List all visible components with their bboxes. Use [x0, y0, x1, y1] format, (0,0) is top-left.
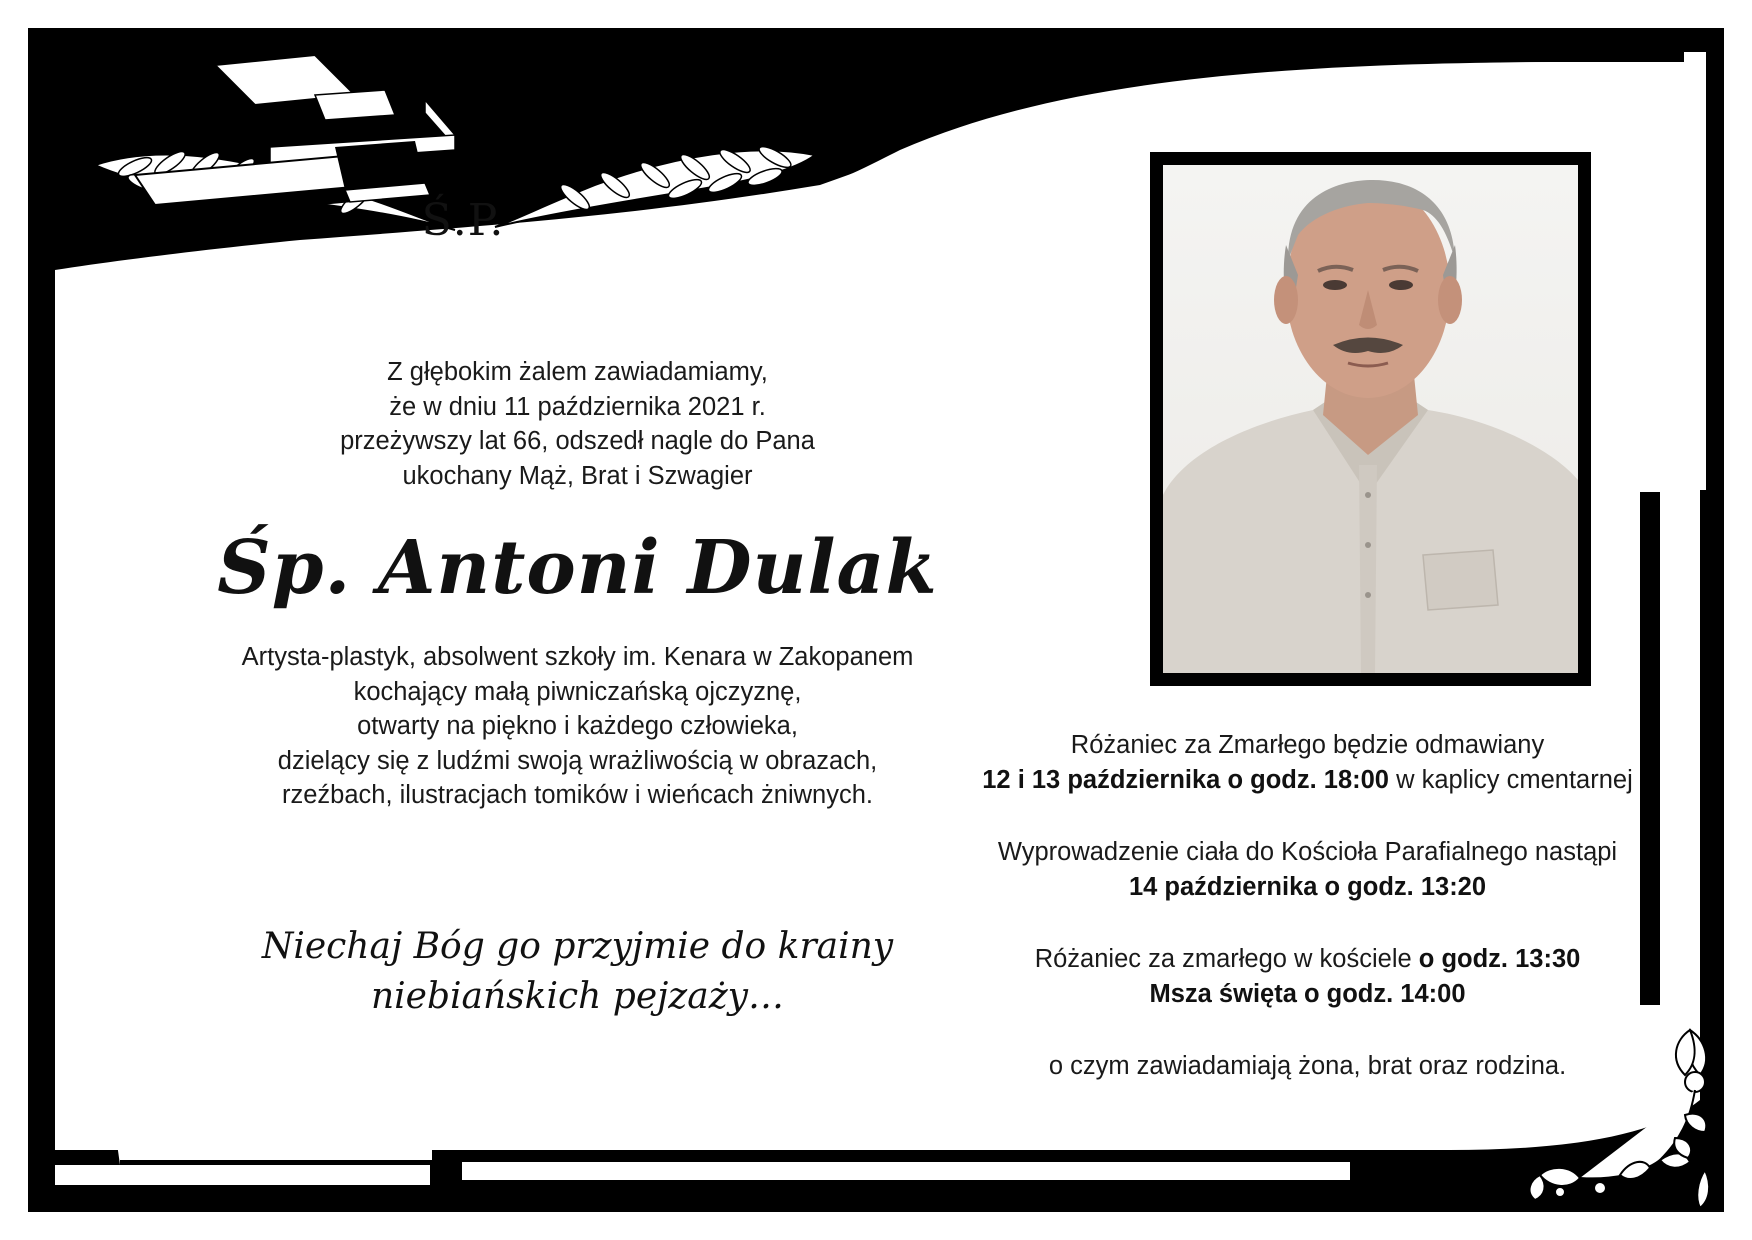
- biography-line: dzielący się z ludźmi swoją wrażliwością w obrazach,: [277, 746, 878, 775]
- announcement-text: [220, 355, 935, 493]
- rosary-church-time: o godz. 13:30: [1418, 945, 1581, 973]
- announcement-line: przeżywszy lat 66, odszedł nagle do Pana: [340, 427, 815, 455]
- biography-line: otwarty na piękno i każdego człowieka,: [357, 712, 798, 740]
- announcement-line: Z głębokim żalem zawiadamiamy,: [387, 358, 768, 386]
- procession-info: [945, 835, 1670, 904]
- closing-line: o czym zawiadamiają żona, brat oraz rodzina.: [1048, 1052, 1567, 1080]
- mass-time: Msza święta o godz. 14:00: [1149, 979, 1466, 1008]
- procession-date: 14 października o godz. 13:20: [1128, 872, 1487, 901]
- rosary-church-text: Różaniec za zmarłego w kościele: [1034, 945, 1419, 973]
- biography-line: rzeźbach, ilustracjach tomików i wieńcach żniwnych.: [282, 781, 873, 809]
- rosary-chapel-date-line: [945, 763, 1670, 798]
- portrait-frame: [1150, 152, 1591, 686]
- rosary-chapel-date: 12 i 13 października o godz. 18:00: [982, 765, 1389, 794]
- rosary-church-line: [945, 942, 1670, 977]
- mass-line: [945, 977, 1670, 1012]
- farewell-line: niebiańskich pejzaży…: [370, 976, 785, 1017]
- deceased-name: Śp. Antoni Dulak: [217, 525, 938, 611]
- farewell-line: Niechaj Bóg go przyjmie do krainy: [261, 926, 894, 967]
- portrait-photo: [1163, 165, 1578, 673]
- rosary-chapel-place: w kaplicy cmentarnej: [1388, 765, 1633, 794]
- rosary-chapel-line: Różaniec za Zmarłego będzie odmawiany: [1070, 731, 1545, 759]
- biography-line: kochający małą piwniczańską ojczyznę,: [353, 677, 802, 706]
- frame-inner-stripe-bottom: [462, 1162, 1350, 1180]
- church-service-info: [945, 942, 1670, 1011]
- sp-emblem-label: Ś.P.: [421, 195, 505, 246]
- floral-ornament-icon: [1490, 1020, 1720, 1220]
- person-silhouette-icon: [1163, 165, 1578, 673]
- farewell-verse: [200, 922, 955, 1022]
- frame-inner-stripe-left: [55, 272, 82, 955]
- frame-inner-stripe-bottom-2: [490, 1128, 1445, 1142]
- procession-date-line: [945, 870, 1670, 905]
- procession-line: Wyprowadzenie ciała do Kościoła Parafialnego nastąpi: [997, 838, 1618, 866]
- biography-line: Artysta-plastyk, absolwent szkoły im. Kenara w Zakopanem: [241, 643, 914, 671]
- announcement-line: że w dniu 11 października 2021 r.: [389, 392, 766, 421]
- rosary-chapel-info: [945, 728, 1670, 797]
- announcement-line: ukochany Mąż, Brat i Szwagier: [402, 461, 753, 490]
- frame-inner-stripe-right: [1684, 52, 1706, 490]
- biography-text: [160, 640, 995, 813]
